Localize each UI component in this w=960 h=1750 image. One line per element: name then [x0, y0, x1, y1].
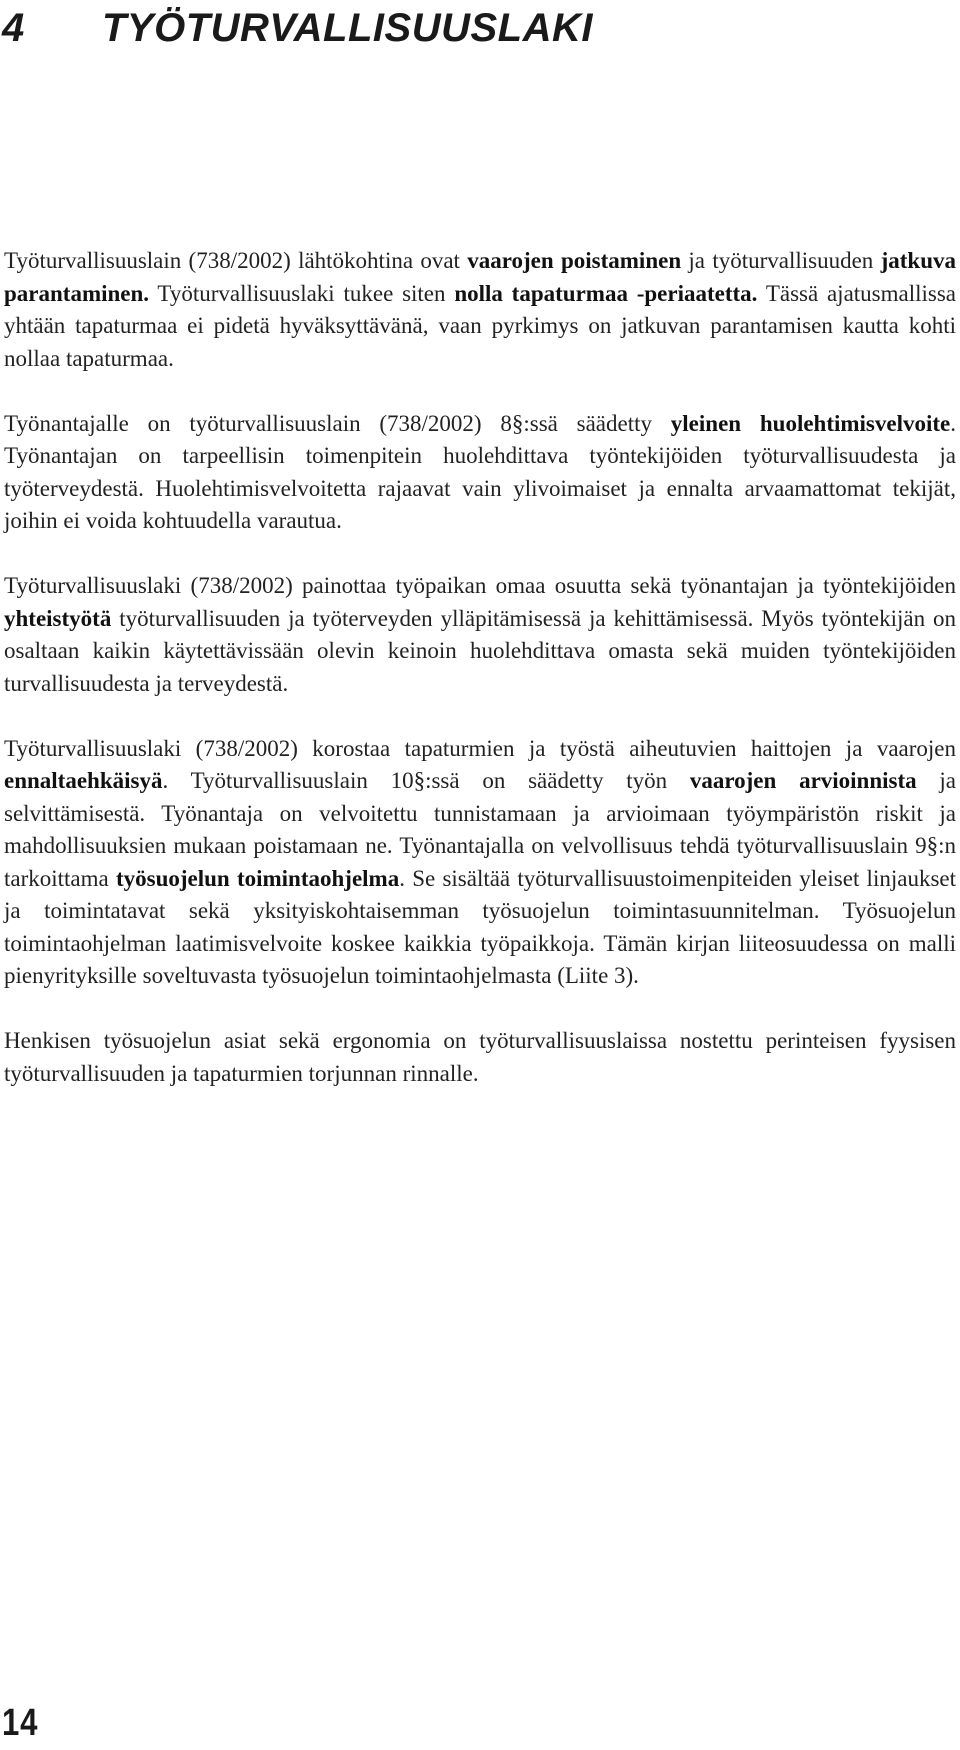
bold-term: vaarojen poistaminen — [467, 248, 682, 273]
bold-term: yhteistyötä — [4, 605, 112, 631]
bold-term: ennaltaehkäisyä — [4, 768, 163, 793]
text-run: . Työturvallisuuslain 10§:ssä on säädetty työn — [162, 768, 690, 793]
text-run: työturvallisuuden ja työterveyden ylläpitämisessä ja kehittämisessä. Myös työntekijän on osaltaan kaikin käytettävissään olevin keinoin huolehdittava omasta sekä muiden työntekijöiden turvallisuudesta ja terveydestä. — [4, 605, 956, 696]
body-text — [4, 245, 956, 1123]
bold-term: työsuojelun toimintaohjelma — [115, 865, 400, 891]
paragraph — [4, 1025, 956, 1090]
chapter-number: 4 — [2, 6, 25, 50]
bold-term: nolla tapaturmaa -periaatetta. — [454, 280, 758, 306]
paragraph — [4, 733, 956, 993]
text-run: ja työturvallisuuden — [681, 248, 881, 273]
paragraph — [4, 245, 956, 375]
text-run: Työturvallisuuslain (738/2002) lähtökohtina ovat — [4, 248, 468, 273]
bold-term: yleinen huolehtimisvelvoite — [670, 410, 951, 436]
text-run: ja selvittämisestä. Työnantaja on velvoitettu tunnistamaan ja arvioimaan työympäristön riskit ja mahdollisuuksien mukaan poistamaan ne. Työnantajalla on velvollisuus tehdä työturvallisuuslain 9§:n tarkoittama — [4, 768, 956, 891]
text-run: Työturvallisuuslaki (738/2002) painottaa työpaikan omaa osuutta sekä työnantajan ja työntekijöiden — [4, 573, 956, 598]
chapter-title: TYÖTURVALLISUUSLAKI — [102, 6, 593, 50]
text-run: Työturvallisuuslaki (738/2002) korostaa tapaturmien ja työstä aiheutuvien haittojen ja vaarojen — [4, 735, 956, 761]
text-run: . Työnantajan on tarpeellisin toimenpitein huolehdittava työntekijöiden työturvallisuudesta ja työterveydestä. Huolehtimisvelvoitetta rajaavat vain ylivoimaiset ja ennalta arvaamattomat tekijät, joihin ei voida kohtuudella varautua. — [4, 410, 956, 533]
page-number: 14 — [2, 1702, 39, 1744]
bold-term: jatkuva parantaminen. — [4, 248, 956, 306]
text-run: Työnantajalle on työturvallisuuslain (738/2002) 8§:ssä säädetty — [4, 410, 671, 436]
text-run: Henkisen työsuojelun asiat sekä ergonomia on työturvallisuuslaissa nostettu perinteisen fyysisen työturvallisuuden ja tapaturmien torjunnan rinnalle. — [4, 1028, 956, 1086]
chapter-heading — [2, 0, 593, 56]
bold-term: vaarojen arvioinnista — [689, 768, 917, 793]
text-run: . Se sisältää työturvallisuustoimenpiteiden yleiset linjaukset ja toimintatavat sekä yksityiskohtaisemman työsuojelun toimintasuunnitelman. Työsuojelun toimintaohjelman laatimisvelvoite koskee kaikkia työpaikkoja. Tämän kirjan liiteosuudessa on malli pienyrityksille soveltuvasta työsuojelun toimintaohjelmasta (Liite 3). — [4, 865, 956, 988]
paragraph — [4, 408, 956, 538]
text-run: Työturvallisuuslaki tukee siten — [149, 280, 455, 306]
text-run: Tässä ajatusmallissa yhtään tapaturmaa ei pidetä hyväksyttävänä, vaan pyrkimys on jatkuvan parantamisen kautta kohti nollaa tapaturmaa. — [4, 280, 956, 371]
paragraph — [4, 570, 956, 700]
